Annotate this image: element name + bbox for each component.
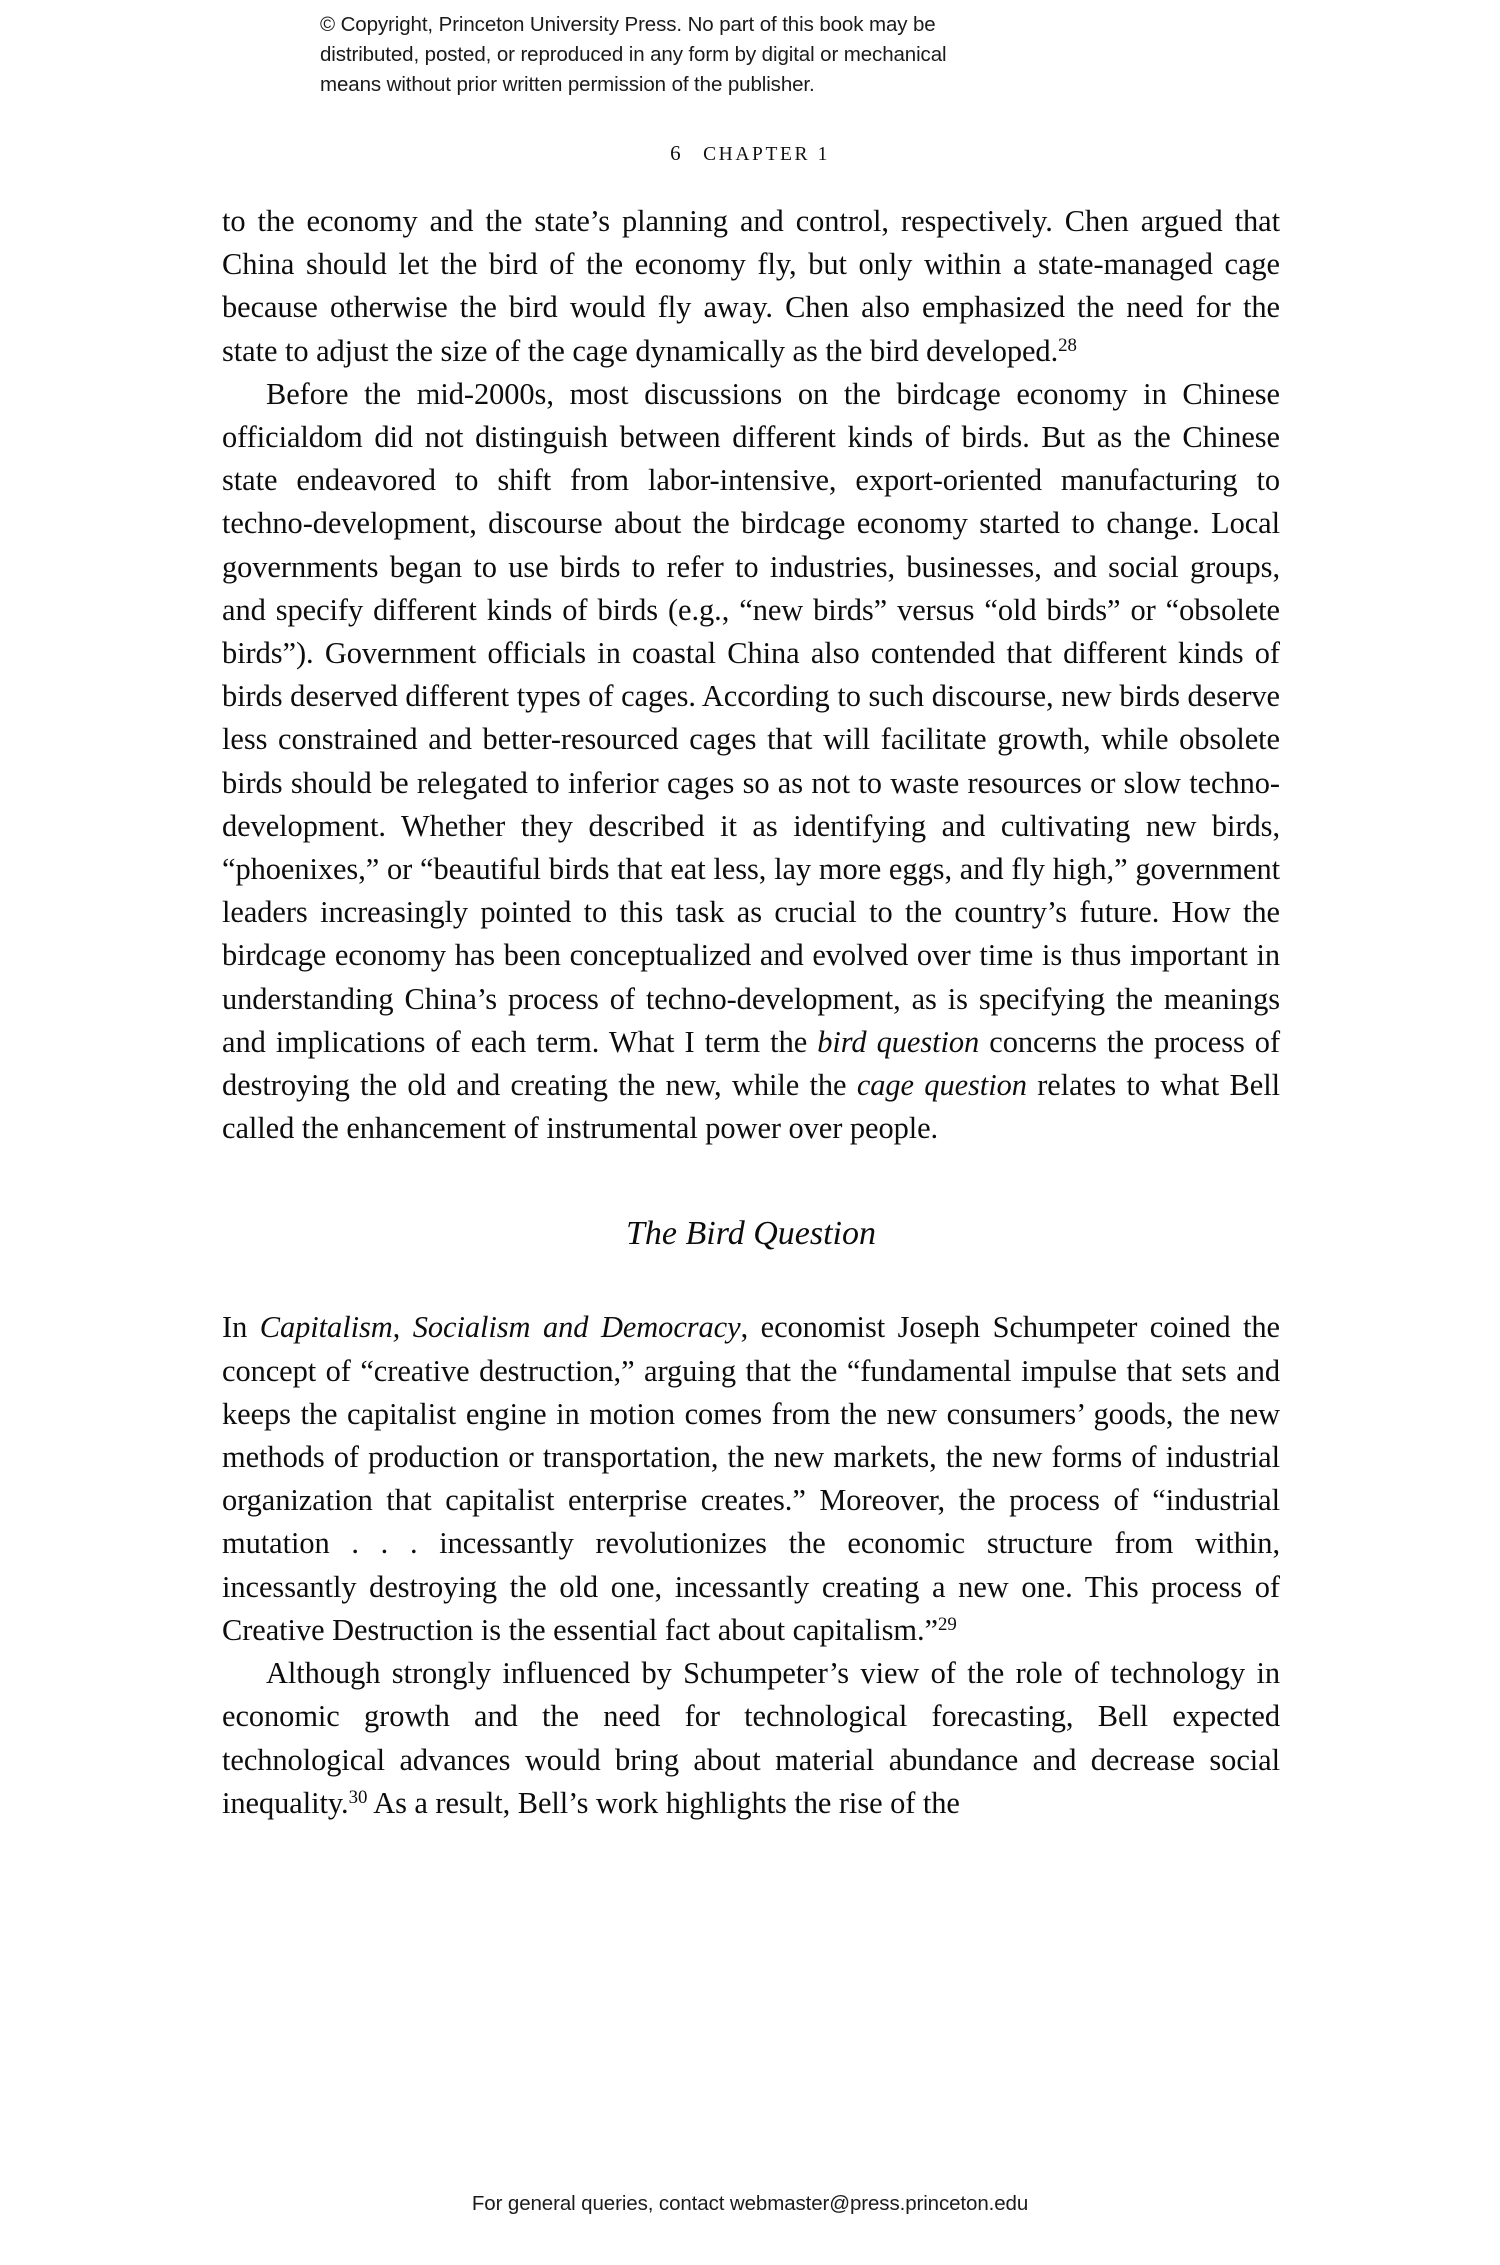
heading-space-above: [222, 1150, 1280, 1212]
paragraph-4: [222, 1652, 1280, 1825]
paragraph-4-text-b: As a result, Bell’s work highlights the rise of the: [367, 1785, 960, 1820]
paragraph-3-text-a: In: [222, 1310, 260, 1345]
paragraph-3-text-b: , economist Joseph Schumpeter coined the concept of “creative destruction,” arguing that the “fundamental impulse that sets and keeps the capitalist engine in motion comes from the new consumers’ goods, the new methods of production or transportation, the new markets, the new forms of industrial organization that capitalist enterprise creates.” Moreover, the process of “industrial mutation . . . incessantly revolutionizes the economic structure from within, incessantly destroying the old one, incessantly creating a new one. This process of Creative Destruction is the essential fact about capitalism.”: [222, 1310, 1280, 1647]
main-text-block: [222, 200, 1280, 1825]
paragraph-2-text-a: Before the mid-2000s, most discussions on the birdcage economy in Chinese officialdom did not distinguish between different kinds of birds. But as the Chinese state endeavored to shift from labor-intensive, export-oriented manufacturing to techno-development, discourse about the birdcage economy started to change. Local governments began to use birds to refer to industries, businesses, and social groups, and specify different kinds of birds (e.g., “new birds” versus “old birds” or “obsolete birds”). Government officials in coastal China also contended that different kinds of birds deserved different types of cages. According to such discourse, new birds deserve less constrained and better-resourced cages that will facilitate growth, while obsolete birds should be relegated to inferior cages so as not to waste resources or slow techno-development. Whether they described it as identifying and cultivating new birds, “phoenixes,” or “beautiful birds that eat less, lay more eggs, and fly high,” government leaders increasingly pointed to this task as crucial to the country’s future. How the birdcage economy has been conceptualized and evolved over time is thus important in understanding China’s process of techno-development, as is specifying the meanings and implications of each term. What I term the: [222, 376, 1280, 1059]
paragraph-4-text-a: Although strongly influenced by Schumpeter’s view of the role of technology in economic growth and the need for technological forecasting, Bell expected technological advances would bring about material abundance and decrease social inequality.: [222, 1656, 1280, 1820]
page-number: 6: [670, 141, 682, 165]
term-cage-question: cage question: [856, 1068, 1027, 1103]
footnote-ref-28: 28: [1058, 334, 1077, 356]
paragraph-3: [222, 1306, 1280, 1652]
section-heading: The Bird Question: [626, 1215, 876, 1253]
copyright-notice: [320, 10, 1180, 100]
running-head: [0, 140, 1500, 168]
chapter-label: CHAPTER 1: [703, 144, 830, 165]
copyright-line-1: © Copyright, Princeton University Press. No part of this book may be: [320, 13, 936, 36]
copyright-line-3: means without prior written permission of the publisher.: [320, 73, 815, 96]
term-bird-question: bird question: [817, 1024, 980, 1059]
paragraph-2-text-c: relates to what Bell called the enhancement of instrumental power over people.: [222, 1068, 1280, 1146]
page-footer: [0, 2192, 1500, 2216]
paragraph-1: [222, 200, 1280, 373]
footnote-ref-29: 29: [937, 1614, 957, 1636]
footnote-ref-30: 30: [348, 1786, 368, 1808]
heading-space-below: [222, 1256, 1280, 1306]
book-title-capitalism-socialism-democracy: Capitalism, Socialism and Democracy: [259, 1310, 741, 1345]
paragraph-2: [222, 373, 1280, 1151]
copyright-line-2: distributed, posted, or reproduced in any form by digital or mechanical: [320, 43, 947, 66]
footer-text: For general queries, contact webmaster@press.princeton.edu: [471, 2192, 1029, 2215]
paragraph-1-text: to the economy and the state’s planning and control, respectively. Chen argued that China should let the bird of the economy fly, but only within a state-managed cage because otherwise the bird would fly away. Chen also emphasized the need for the state to adjust the size of the cage dynamically as the bird developed.: [222, 204, 1280, 368]
paragraph-2-text-b: concerns the process of destroying the old and creating the new, while the: [222, 1024, 1281, 1103]
